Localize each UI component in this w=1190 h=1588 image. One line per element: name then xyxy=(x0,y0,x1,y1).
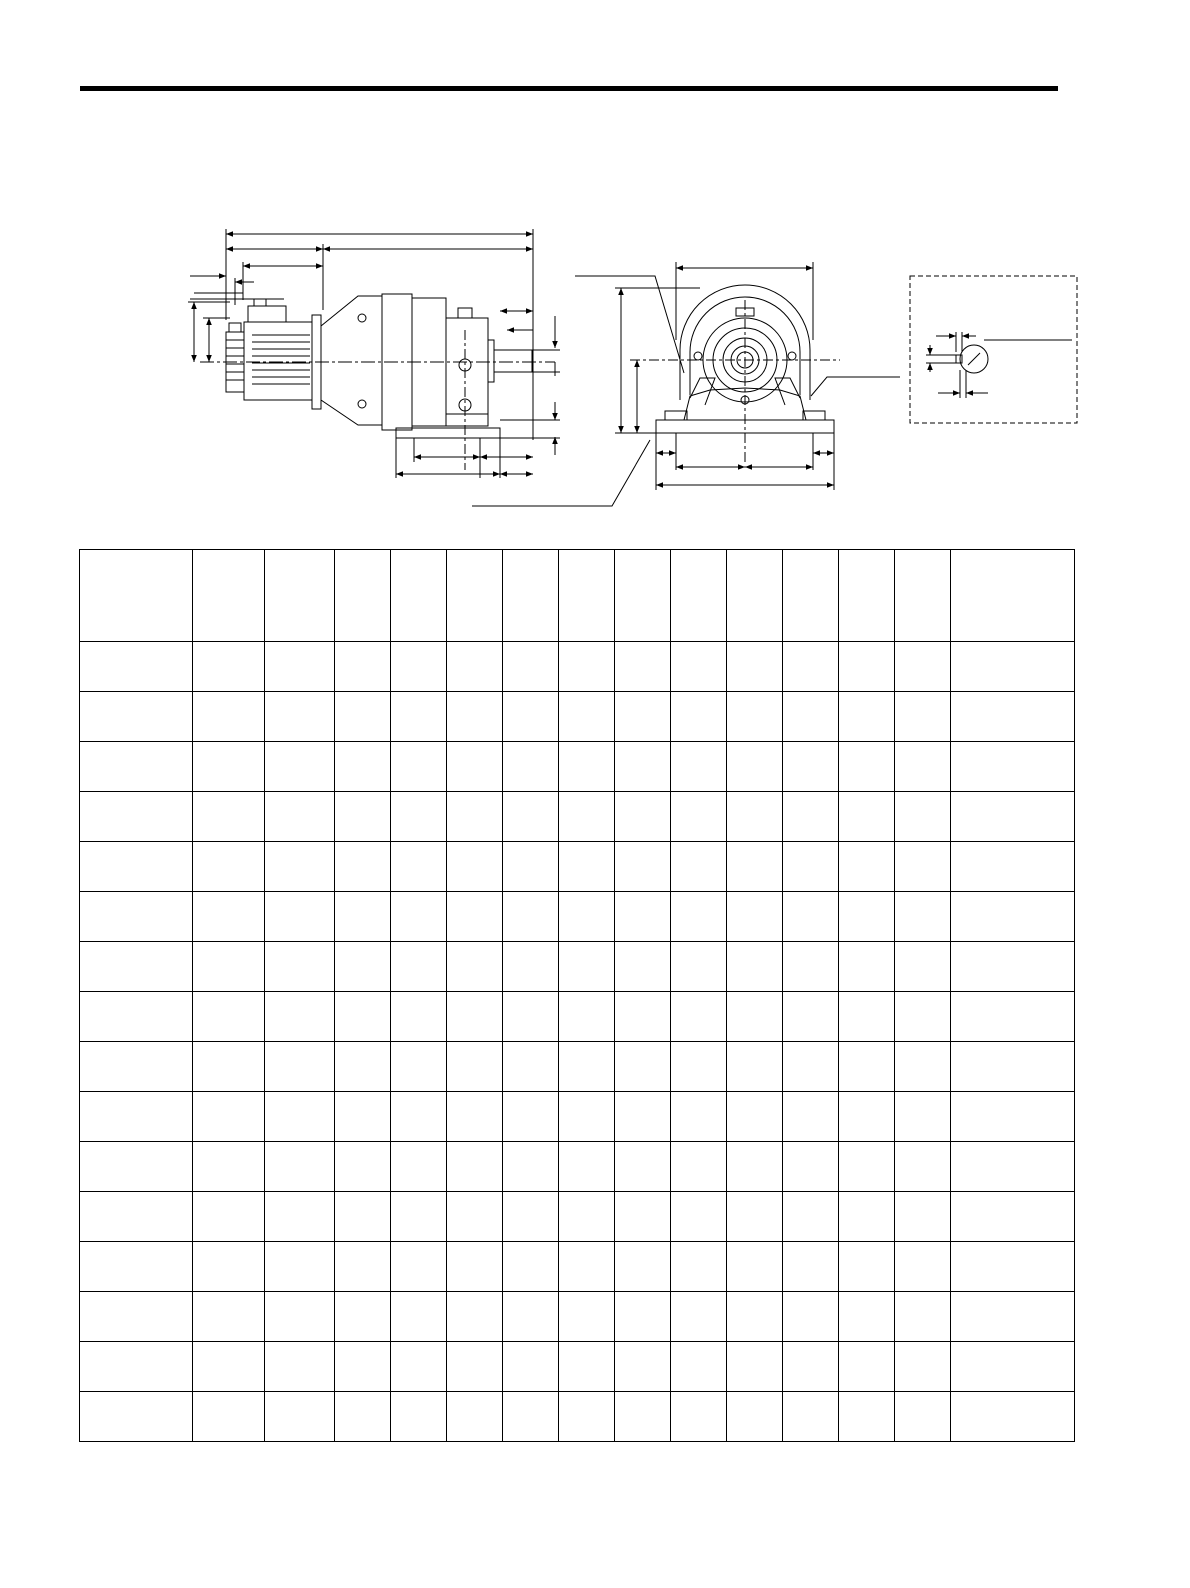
table-header-cell xyxy=(391,550,447,642)
table-cell xyxy=(951,742,1075,792)
table-cell xyxy=(447,892,503,942)
table-cell xyxy=(671,942,727,992)
table-cell xyxy=(895,1142,951,1192)
table-cell xyxy=(559,1292,615,1342)
table-cell xyxy=(727,842,783,892)
table-cell xyxy=(193,1092,265,1142)
table-cell xyxy=(80,942,193,992)
table-cell xyxy=(80,1192,193,1242)
table-cell xyxy=(839,1242,895,1292)
table-row xyxy=(80,942,1075,992)
table-cell xyxy=(503,892,559,942)
table-cell xyxy=(265,1142,335,1192)
table-cell xyxy=(951,1042,1075,1092)
table-cell xyxy=(783,992,839,1042)
table-cell xyxy=(615,992,671,1042)
table-cell xyxy=(503,1242,559,1292)
table-row xyxy=(80,642,1075,692)
table-cell xyxy=(559,1042,615,1092)
table-header-cell xyxy=(783,550,839,642)
table-cell xyxy=(895,642,951,692)
table-cell xyxy=(615,1342,671,1392)
table-cell xyxy=(193,1042,265,1092)
table-cell xyxy=(727,642,783,692)
table-cell xyxy=(895,742,951,792)
table-cell xyxy=(783,1292,839,1342)
table-cell xyxy=(503,1342,559,1392)
table-cell xyxy=(335,992,391,1042)
table-cell xyxy=(193,1192,265,1242)
table-cell xyxy=(335,1242,391,1292)
table-cell xyxy=(727,692,783,742)
table-cell xyxy=(783,792,839,842)
table-cell xyxy=(265,992,335,1042)
table-row xyxy=(80,842,1075,892)
table-cell xyxy=(447,742,503,792)
table-cell xyxy=(895,1292,951,1342)
table-cell xyxy=(727,1392,783,1442)
table-row xyxy=(80,992,1075,1042)
table-header-cell xyxy=(447,550,503,642)
table-cell xyxy=(391,942,447,992)
table-cell xyxy=(80,842,193,892)
table-cell xyxy=(265,1192,335,1242)
table-cell xyxy=(503,692,559,742)
technical-drawings xyxy=(0,0,1190,540)
table-cell xyxy=(265,1092,335,1142)
table-cell xyxy=(559,892,615,942)
table-cell xyxy=(193,1142,265,1192)
table-cell xyxy=(895,1042,951,1092)
table-cell xyxy=(839,1292,895,1342)
table-cell xyxy=(335,942,391,992)
table-cell xyxy=(503,942,559,992)
table-header-cell xyxy=(503,550,559,642)
table-header-cell xyxy=(895,550,951,642)
table-header-cell xyxy=(193,550,265,642)
table-cell xyxy=(895,1342,951,1392)
table-cell xyxy=(559,1392,615,1442)
table-cell xyxy=(951,1192,1075,1242)
table-cell xyxy=(671,1342,727,1392)
table-cell xyxy=(559,842,615,892)
table-cell xyxy=(335,1392,391,1442)
table-header-cell xyxy=(671,550,727,642)
table-cell xyxy=(559,1342,615,1392)
table-cell xyxy=(951,1392,1075,1442)
table-cell xyxy=(951,792,1075,842)
table-cell xyxy=(895,942,951,992)
table-cell xyxy=(265,892,335,942)
table-cell xyxy=(839,1092,895,1142)
table-cell xyxy=(895,1092,951,1142)
table-row xyxy=(80,892,1075,942)
table-cell xyxy=(727,1042,783,1092)
table-cell xyxy=(193,1242,265,1292)
gearmotor-side-view-drawing xyxy=(188,229,560,478)
table-cell xyxy=(895,892,951,942)
table-cell xyxy=(335,1092,391,1142)
table-cell xyxy=(559,792,615,842)
table-cell xyxy=(193,792,265,842)
table-cell xyxy=(895,1242,951,1292)
table-cell xyxy=(839,692,895,742)
table-cell xyxy=(391,992,447,1042)
table-cell xyxy=(80,1042,193,1092)
table-cell xyxy=(391,1092,447,1142)
table-cell xyxy=(671,742,727,792)
table-cell xyxy=(951,842,1075,892)
table-cell xyxy=(391,892,447,942)
table-cell xyxy=(503,1142,559,1192)
table-cell xyxy=(727,792,783,842)
table-cell xyxy=(503,792,559,842)
table-cell xyxy=(447,842,503,892)
table-row xyxy=(80,1192,1075,1242)
table-cell xyxy=(80,792,193,842)
dimension-table xyxy=(79,549,1075,1442)
table-cell xyxy=(391,842,447,892)
table-cell xyxy=(80,992,193,1042)
table-cell xyxy=(783,1092,839,1142)
table-cell xyxy=(193,842,265,892)
table-cell xyxy=(391,792,447,842)
table-cell xyxy=(671,1392,727,1442)
table-cell xyxy=(80,1292,193,1342)
table-row xyxy=(80,1292,1075,1342)
table-cell xyxy=(783,1242,839,1292)
table-cell xyxy=(727,1242,783,1292)
table-cell xyxy=(727,1092,783,1142)
table-cell xyxy=(615,892,671,942)
table-cell xyxy=(727,742,783,792)
table-cell xyxy=(193,1342,265,1392)
table-cell xyxy=(559,942,615,992)
table-cell xyxy=(335,642,391,692)
table-cell xyxy=(559,692,615,742)
table-cell xyxy=(193,692,265,742)
table-cell xyxy=(783,1042,839,1092)
table-row xyxy=(80,692,1075,742)
table-cell xyxy=(671,1242,727,1292)
table-cell xyxy=(265,642,335,692)
table-row xyxy=(80,1142,1075,1192)
table-cell xyxy=(447,642,503,692)
table-cell xyxy=(615,1042,671,1092)
table-cell xyxy=(671,892,727,942)
table-header-cell xyxy=(265,550,335,642)
table-cell xyxy=(80,1392,193,1442)
table-cell xyxy=(265,1342,335,1392)
table-cell xyxy=(503,842,559,892)
table-cell xyxy=(727,1292,783,1342)
table-cell xyxy=(895,1192,951,1242)
table-cell xyxy=(783,1142,839,1192)
table-row xyxy=(80,1342,1075,1392)
table-cell xyxy=(839,892,895,942)
table-cell xyxy=(951,942,1075,992)
table-cell xyxy=(193,642,265,692)
table-cell xyxy=(895,1392,951,1442)
table-cell xyxy=(391,1342,447,1392)
table-cell xyxy=(265,942,335,992)
table-cell xyxy=(671,1142,727,1192)
table-cell xyxy=(391,642,447,692)
table-cell xyxy=(671,1192,727,1242)
table-cell xyxy=(503,1042,559,1092)
table-cell xyxy=(335,1192,391,1242)
table-cell xyxy=(503,992,559,1042)
table-cell xyxy=(503,742,559,792)
table-cell xyxy=(391,1292,447,1342)
table-cell xyxy=(503,1392,559,1442)
table-cell xyxy=(615,692,671,742)
table-cell xyxy=(265,1242,335,1292)
gearmotor-front-view-drawing xyxy=(575,262,900,490)
table-cell xyxy=(559,1142,615,1192)
table-cell xyxy=(951,1342,1075,1392)
table-cell xyxy=(615,1142,671,1192)
table-cell xyxy=(951,1092,1075,1142)
table-cell xyxy=(193,992,265,1042)
table-cell xyxy=(447,1242,503,1292)
table-cell xyxy=(559,642,615,692)
table-cell xyxy=(335,792,391,842)
table-cell xyxy=(671,1092,727,1142)
table-cell xyxy=(503,1092,559,1142)
table-cell xyxy=(783,642,839,692)
table-cell xyxy=(895,792,951,842)
table-cell xyxy=(193,742,265,792)
table-cell xyxy=(80,1142,193,1192)
table-cell xyxy=(265,1392,335,1442)
table-cell xyxy=(193,1292,265,1342)
table-cell xyxy=(335,742,391,792)
table-cell xyxy=(783,842,839,892)
table-cell xyxy=(265,692,335,742)
table-cell xyxy=(727,942,783,992)
table-cell xyxy=(335,1292,391,1342)
table-cell xyxy=(80,642,193,692)
table-cell xyxy=(951,692,1075,742)
table-header-row xyxy=(80,550,1075,642)
table-row xyxy=(80,742,1075,792)
table-cell xyxy=(335,692,391,742)
table-cell xyxy=(783,692,839,742)
leader-line xyxy=(472,440,650,506)
table-cell xyxy=(559,742,615,792)
table-cell xyxy=(783,742,839,792)
table-cell xyxy=(447,1042,503,1092)
table-cell xyxy=(447,1192,503,1242)
table-cell xyxy=(895,992,951,1042)
table-cell xyxy=(447,692,503,742)
table-cell xyxy=(839,842,895,892)
table-cell xyxy=(615,642,671,692)
table-cell xyxy=(503,1192,559,1242)
table-cell xyxy=(503,642,559,692)
table-cell xyxy=(783,1392,839,1442)
table-cell xyxy=(80,1242,193,1292)
table-cell xyxy=(559,1192,615,1242)
table-row xyxy=(80,1242,1075,1292)
table-cell xyxy=(265,1292,335,1342)
table-cell xyxy=(391,692,447,742)
table-cell xyxy=(895,842,951,892)
table-cell xyxy=(615,1292,671,1342)
table-cell xyxy=(80,1092,193,1142)
table-cell xyxy=(335,1342,391,1392)
table-cell xyxy=(727,992,783,1042)
table-cell xyxy=(783,1342,839,1392)
table-cell xyxy=(391,1042,447,1092)
table-cell xyxy=(335,1142,391,1192)
table-cell xyxy=(265,792,335,842)
table-cell xyxy=(615,1242,671,1292)
table-row xyxy=(80,1092,1075,1142)
table-cell xyxy=(265,742,335,792)
table-cell xyxy=(951,1142,1075,1192)
table-cell xyxy=(615,1192,671,1242)
table-header-cell xyxy=(839,550,895,642)
table-cell xyxy=(839,742,895,792)
table-cell xyxy=(447,942,503,992)
table-cell xyxy=(671,1042,727,1092)
table-cell xyxy=(951,892,1075,942)
table-cell xyxy=(391,1192,447,1242)
table-cell xyxy=(839,992,895,1042)
table-cell xyxy=(80,742,193,792)
table-cell xyxy=(615,842,671,892)
table-cell xyxy=(335,1042,391,1092)
table-cell xyxy=(839,1392,895,1442)
table-cell xyxy=(80,1342,193,1392)
table-cell xyxy=(391,1242,447,1292)
table-cell xyxy=(839,1042,895,1092)
table-cell xyxy=(839,1142,895,1192)
table-header-cell xyxy=(80,550,193,642)
table-cell xyxy=(839,642,895,692)
table-cell xyxy=(839,792,895,842)
table-cell xyxy=(447,1342,503,1392)
table-cell xyxy=(391,1142,447,1192)
table-cell xyxy=(447,1142,503,1192)
table-cell xyxy=(839,942,895,992)
table-cell xyxy=(503,1292,559,1342)
table-cell xyxy=(391,1392,447,1442)
table-cell xyxy=(951,1242,1075,1292)
table-cell xyxy=(783,892,839,942)
table-header-cell xyxy=(615,550,671,642)
table-cell xyxy=(447,1092,503,1142)
table-row xyxy=(80,792,1075,842)
table-header-cell xyxy=(727,550,783,642)
table-cell xyxy=(559,1242,615,1292)
table-cell xyxy=(447,1292,503,1342)
table-cell xyxy=(615,1092,671,1142)
table-cell xyxy=(895,692,951,742)
table-cell xyxy=(615,792,671,842)
shaft-key-section-detail xyxy=(910,276,1077,423)
table-header-cell xyxy=(951,550,1075,642)
table-cell xyxy=(193,892,265,942)
table-cell xyxy=(447,992,503,1042)
table-cell xyxy=(193,1392,265,1442)
table-cell xyxy=(80,892,193,942)
table-cell xyxy=(391,742,447,792)
table-cell xyxy=(783,1192,839,1242)
table-cell xyxy=(335,892,391,942)
table-cell xyxy=(615,742,671,792)
table-cell xyxy=(335,842,391,892)
table-cell xyxy=(727,892,783,942)
table-cell xyxy=(727,1142,783,1192)
table-cell xyxy=(615,942,671,992)
table-cell xyxy=(193,942,265,992)
table-cell xyxy=(783,942,839,992)
table-cell xyxy=(447,1392,503,1442)
table-cell xyxy=(265,1042,335,1092)
table-cell xyxy=(265,842,335,892)
table-cell xyxy=(80,692,193,742)
table-cell xyxy=(951,1292,1075,1342)
table-cell xyxy=(727,1342,783,1392)
table-cell xyxy=(559,1092,615,1142)
table-cell xyxy=(671,792,727,842)
table-cell xyxy=(559,992,615,1042)
table-row xyxy=(80,1392,1075,1442)
table-cell xyxy=(839,1342,895,1392)
table-cell xyxy=(839,1192,895,1242)
table-cell xyxy=(727,1192,783,1242)
table-header-cell xyxy=(559,550,615,642)
table-cell xyxy=(671,1292,727,1342)
table-cell xyxy=(671,842,727,892)
table-cell xyxy=(671,692,727,742)
table-header-cell xyxy=(335,550,391,642)
table-cell xyxy=(615,1392,671,1442)
table-row xyxy=(80,1042,1075,1092)
table-cell xyxy=(671,992,727,1042)
table-cell xyxy=(447,792,503,842)
table-cell xyxy=(671,642,727,692)
table-cell xyxy=(951,642,1075,692)
table-cell xyxy=(951,992,1075,1042)
